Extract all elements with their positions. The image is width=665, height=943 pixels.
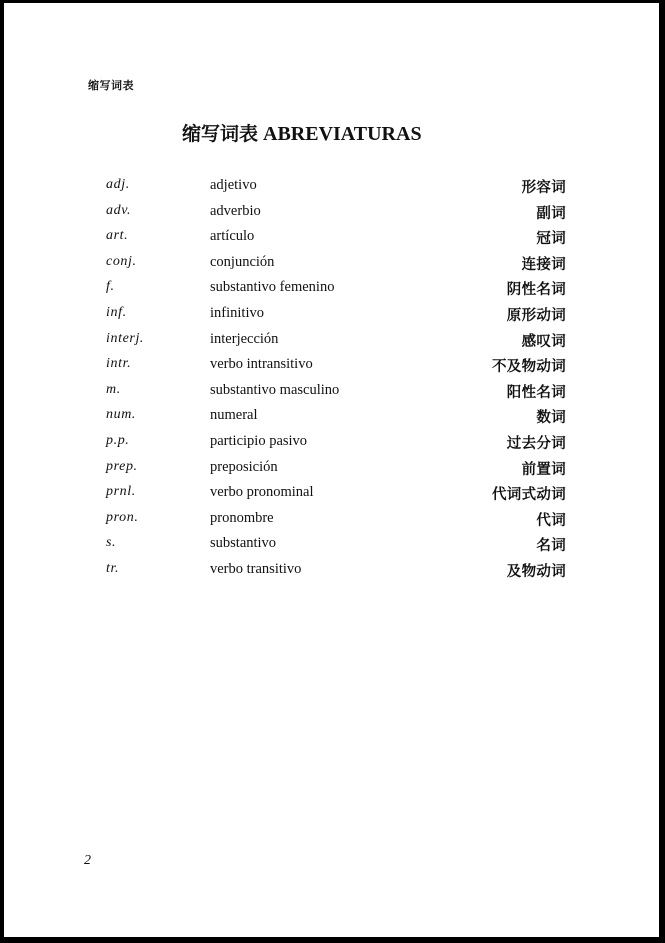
abbreviation: adv. bbox=[106, 202, 132, 218]
title-spanish: ABREVIATURAS bbox=[263, 123, 422, 145]
page-number: 2 bbox=[84, 853, 91, 868]
table-row bbox=[106, 455, 566, 481]
document-page bbox=[4, 3, 659, 937]
chinese-term: 不及物动词 bbox=[492, 359, 566, 376]
abbreviation: prnl. bbox=[106, 484, 136, 500]
abbreviation: f. bbox=[106, 279, 115, 295]
spanish-term: infinitivo bbox=[210, 304, 264, 321]
abbreviation: inf. bbox=[106, 304, 127, 320]
page-title bbox=[182, 119, 422, 146]
chinese-term: 代词 bbox=[536, 512, 566, 529]
table-row bbox=[106, 173, 566, 199]
table-row bbox=[106, 275, 566, 301]
chinese-term: 名词 bbox=[536, 538, 566, 555]
spanish-term: substantivo bbox=[210, 535, 277, 552]
spanish-term: verbo transitivo bbox=[210, 560, 302, 577]
abbreviation: art. bbox=[106, 228, 129, 244]
spanish-term: artículo bbox=[210, 228, 255, 245]
table-row bbox=[106, 327, 566, 353]
chinese-term: 代词式动词 bbox=[492, 487, 566, 504]
chinese-term: 阴性名词 bbox=[506, 282, 566, 299]
spanish-term: conjunción bbox=[210, 253, 275, 270]
table-row bbox=[106, 429, 566, 455]
table-row bbox=[106, 250, 566, 276]
chinese-term: 感叹词 bbox=[521, 333, 566, 350]
abbreviation: pron. bbox=[106, 509, 139, 525]
chinese-term: 及物动词 bbox=[506, 563, 566, 580]
spanish-term: adjetivo bbox=[210, 177, 257, 193]
chinese-term: 阳性名词 bbox=[506, 384, 566, 401]
spanish-term: numeral bbox=[210, 407, 258, 424]
chinese-term: 原形动词 bbox=[506, 307, 566, 324]
spanish-term: verbo intransitivo bbox=[210, 356, 313, 373]
spanish-term: pronombre bbox=[210, 509, 274, 526]
abbreviation: p.p. bbox=[106, 432, 130, 448]
abbreviation: adj. bbox=[106, 177, 130, 192]
chinese-term: 前置词 bbox=[521, 461, 566, 478]
table-row bbox=[106, 480, 566, 506]
spanish-term: adverbio bbox=[210, 202, 261, 219]
abbreviation: interj. bbox=[106, 330, 145, 346]
chinese-term: 副词 bbox=[536, 205, 566, 222]
table-row bbox=[106, 378, 566, 404]
table-row bbox=[106, 199, 566, 225]
spanish-term: interjección bbox=[210, 330, 279, 347]
abbreviation: conj. bbox=[106, 253, 137, 269]
chinese-term: 形容词 bbox=[521, 180, 566, 196]
abbreviation: num. bbox=[106, 407, 137, 423]
abbreviation: intr. bbox=[106, 356, 132, 372]
spanish-term: verbo pronominal bbox=[210, 484, 314, 501]
title-chinese: 缩写词表 bbox=[182, 123, 259, 145]
spanish-term: substantivo masculino bbox=[210, 381, 340, 398]
table-row bbox=[106, 352, 566, 378]
running-head: 缩写词表 bbox=[88, 79, 134, 92]
chinese-term: 过去分词 bbox=[506, 435, 566, 452]
abbreviation: s. bbox=[106, 535, 117, 551]
spanish-term: substantivo femenino bbox=[210, 279, 335, 296]
chinese-term: 冠词 bbox=[536, 231, 566, 248]
spanish-term: participio pasivo bbox=[210, 432, 308, 449]
table-row bbox=[106, 531, 566, 557]
chinese-term: 数词 bbox=[536, 410, 566, 427]
abbreviation: prep. bbox=[106, 458, 138, 474]
abbreviation-table bbox=[106, 173, 566, 583]
table-row bbox=[106, 403, 566, 429]
chinese-term: 连接词 bbox=[521, 256, 566, 273]
abbreviation: tr. bbox=[106, 560, 120, 576]
table-row bbox=[106, 506, 566, 532]
spanish-term: preposición bbox=[210, 458, 278, 475]
abbreviation: m. bbox=[106, 381, 121, 397]
table-row bbox=[106, 224, 566, 250]
table-row bbox=[106, 557, 566, 583]
table-row bbox=[106, 301, 566, 327]
